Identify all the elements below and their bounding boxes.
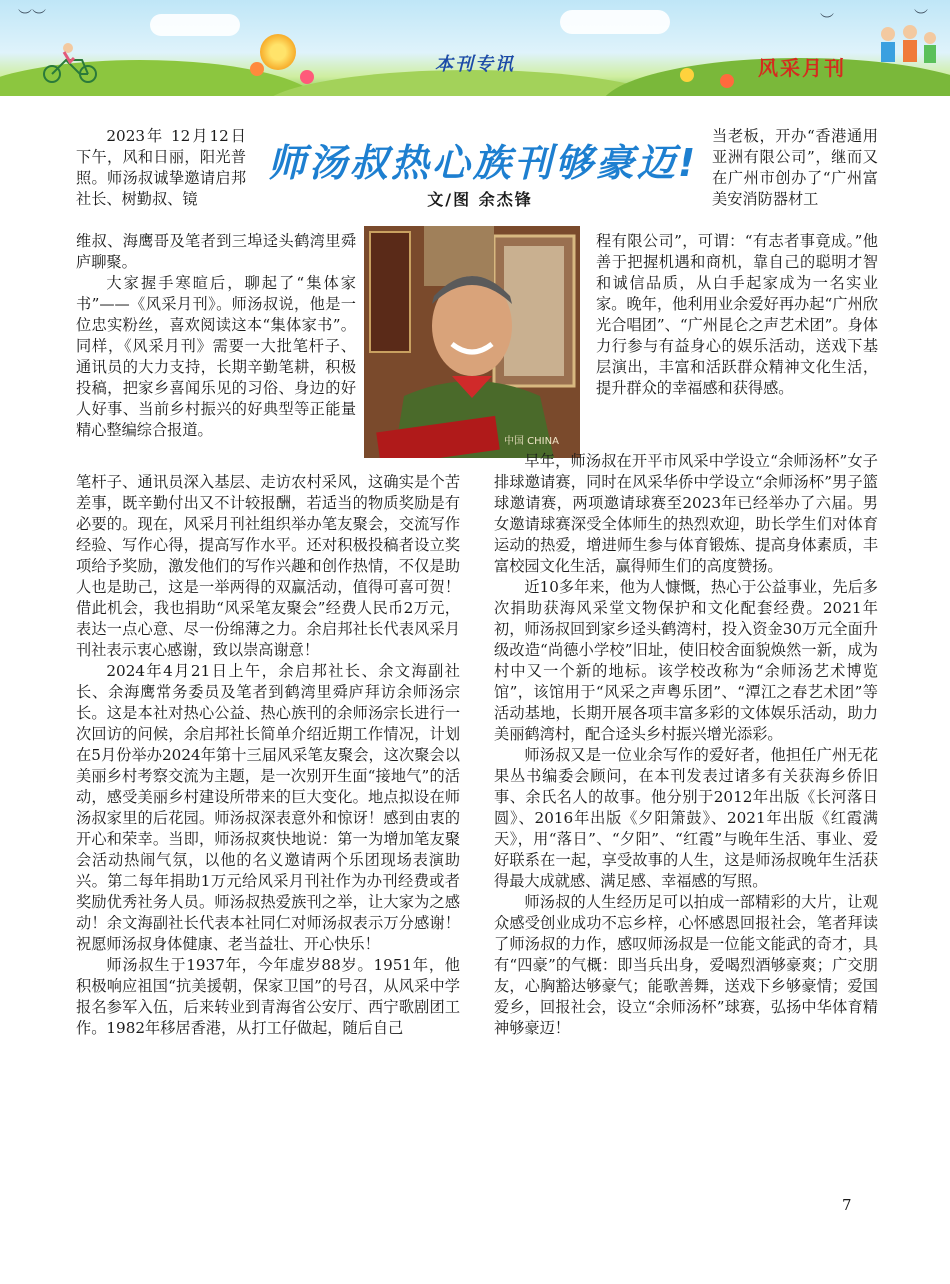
article-byline: 文/图 余杰锋 [427,190,533,209]
paragraph: 师汤叔又是一位业余写作的爱好者，他担任广州无花果丛书编委会顾问，在本刊发表过诸多有关获海乡侨旧事、余氏名人的故事。他分别于2012年出版《长河落日圆》、2016年出版《夕阳箫鼓》、2021年出版《红霞满天》，用“落日”、“夕阳”、“红霞”与晚年生活、事业、爱好联系在一起，享受故事的人生，这是师汤叔晚年生活获得最大成就感、满足感、幸福感的写照。 [494,746,878,890]
flower-icon [300,70,314,84]
paragraph: 维叔、海鹰哥及笔者到三埠迳头鹤湾里舜庐聊聚。 [76,232,356,271]
column-right-bottom [494,451,878,1039]
cloud-decoration [150,14,240,36]
column-left-top [76,126,246,210]
section-label: 本刊专讯 [435,54,515,75]
bicycle-icon [40,40,100,84]
paragraph: 大家握手寒暄后，聊起了“集体家书”——《风采月刊》。师汤叔说，他是一位忠实粉丝，喜欢阅读这本“集体家书”。同样，《风采月刊》需要一大批笔杆子、通讯员的大力支持，长期辛勤笔耕，积极投稿，把家乡喜闻乐见的习俗、身边的好人好事、当前乡村振兴的好典型等正能量精心整编综合报道。 [76,274,356,439]
flower-icon [250,62,264,76]
paragraph: 2023年 12月12日下午，风和日丽，阳光普照。师汤叔诚挚邀请启邦社长、树勤叔、镜 [76,127,246,208]
article-photo [364,226,580,458]
shirt-text: 中国 CHINA [504,436,559,447]
flower-icon [720,74,734,88]
page-number: 7 [842,1196,852,1214]
column-left-bottom [76,472,460,1039]
paragraph: 程有限公司”，可谓：“有志者事竟成。”他善于把握机遇和商机，靠自己的聪明才智和诚信品质，从白手起家成为一名实业家。晚年，他利用业余爱好再办起“广州欣光合唱团”、“广州昆仑之声艺术团”。身体力行参与有益身心的娱乐活动，送戏下基层演出，丰富和活跃群众精神文化生活，提升群众的幸福感和获得感。 [596,232,878,397]
paragraph: 当老板，开办“香港通用亚洲有限公司”，继而又在广州市创办了“广州富美安消防器材工 [712,127,878,208]
column-right-top [712,126,878,210]
header-banner [0,0,950,96]
magazine-name: 风采月刊 [758,56,846,80]
column-right-mid [596,231,878,399]
column-left-mid [76,231,356,441]
cloud-decoration [560,10,670,34]
sun-icon [260,34,296,70]
bird-icon: ︶ [914,9,928,25]
children-illustration [870,20,940,84]
paragraph: 早年，师汤叔在开平市风采中学设立“余师汤杯”女子排球邀请赛，同时在风采华侨中学设立“余师汤杯”男子篮球邀请赛，两项邀请球赛至2023年已经举办了六届。男女邀请球赛深受全体师生的热烈欢迎，助长学生们对体育运动的热爱，增进师生参与体育锻炼、提高身体素质，丰富校园文化生活，赢得师生们的高度赞扬。 [494,452,878,575]
paragraph: 师汤叔的人生经历足可以拍成一部精彩的大片，让观众感受创业成功不忘乡梓，心怀感恩回报社会，笔者拜读了师汤叔的力作，感叹师汤叔是一位能文能武的奇才，具有“四豪”的气概：即当兵出身，爱喝烈酒够豪爽；广交朋友，心胸豁达够豪气；能歌善舞，送戏下乡够豪情；爱国爱乡，回报社会，设立“余师汤杯”球赛，弘扬中华体育精神够豪迈！ [494,893,878,1037]
flower-icon [680,68,694,82]
paragraph: 2024年4月21日上午，余启邦社长、余文海副社长、余海鹰常务委员及笔者到鹤湾里舜庐拜访余师汤宗长。这是本社对热心公益、热心族刊的余师汤宗长进行一次回访的问候，余启邦社长简单介绍近期工作情况，计划在5月份举办2024年第十三届风采笔友聚会，这次聚会以美丽乡村考察交流为主题，是一次别开生面“接地气”的活动，感受美丽乡村建设所带来的巨大变化。地点拟设在师汤叔家里的后花园。师汤叔深表意外和惊讶！感到由衷的开心和荣幸。当即，师汤叔爽快地说：第一为增加笔友聚会活动热闹气氛，以他的名义邀请两个乐团现场表演助兴。第二每年捐助1万元给风采月刊社作为办刊经费或者奖励优秀社务人员。师汤叔热爱族刊之举，让大家为之感动！余文海副社长代表本社同仁对师汤叔表示万分感谢！祝愿师汤叔身体健康、老当益壮、开心快乐！ [76,662,460,953]
bird-icon: ︶ [820,13,834,29]
paragraph: 近10多年来，他为人慷慨，热心于公益事业，先后多次捐助获海风采堂文物保护和文化配套经费。2021年初，师汤叔回到家乡迳头鹤湾村，投入资金30万元全面升级改造“尚德小学校”旧址，使旧校舍面貌焕然一新，成为村中又一个新的地标。该学校改称为“余师汤艺术博览馆”，该馆用于“风采之声粤乐团”、“潭江之春艺术团”等活动基地，长期开展各项丰富多彩的文体娱乐活动，助力美丽鹤湾村，配合迳头乡村振兴增光添彩。 [494,578,878,743]
paragraph: 笔杆子、通讯员深入基层、走访农村采风，这确实是个苦差事，既辛勤付出又不计较报酬，若适当的物质奖励是有必要的。现在，风采月刊社组织举办笔友聚会，交流写作经验、写作心得，提高写作水平。还对积极投稿者设立奖项给予奖励，激发他们的写作兴趣和创作热情，不仅是助人也是助己，这是一举两得的双赢活动，值得可喜可贺！借此机会，我也捐助“风采笔友聚会”经费人民币2万元，表达一点心意、尽一份绵薄之力。余启邦社长代表风采月刊社表示衷心感谢，致以崇高谢意！ [76,473,460,659]
bird-icon: ︶︶ [18,9,46,25]
paragraph: 师汤叔生于1937年，今年虚岁88岁。1951年，他积极响应祖国“抗美援朝，保家卫国”的号召，从风采中学报名参军入伍，后来转业到青海省公安厅、西宁歌剧团工作。1982年移居香港，从打工仔做起，随后自己 [76,956,460,1037]
portrait-illustration [364,226,580,458]
article-title: 师汤叔热心族刊够豪迈! [267,141,699,185]
